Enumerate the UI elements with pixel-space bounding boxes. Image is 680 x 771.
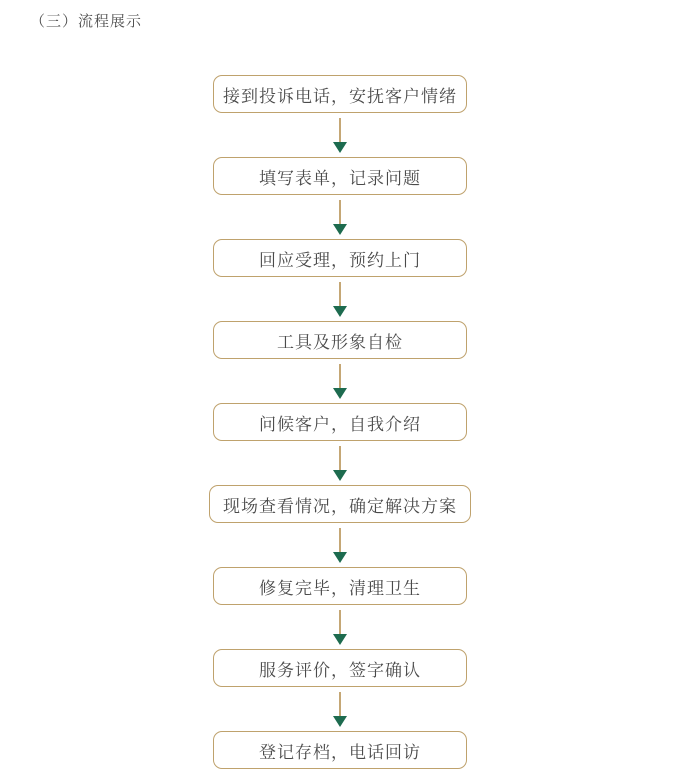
flow-step: 问候客户，自我介绍 [213, 403, 467, 441]
down-arrow [333, 523, 347, 567]
down-arrow [333, 195, 347, 239]
flow-step: 服务评价，签字确认 [213, 649, 467, 687]
arrow-down-icon [333, 470, 347, 481]
page-title: （三）流程展示 [30, 13, 143, 30]
flow-step: 现场查看情况，确定解决方案 [209, 485, 471, 523]
arrow-stem [339, 528, 341, 552]
arrow-down-icon [333, 634, 347, 645]
arrow-down-icon [333, 306, 347, 317]
arrow-down-icon [333, 224, 347, 235]
arrow-stem [339, 364, 341, 388]
arrow-stem [339, 692, 341, 716]
arrow-stem [339, 118, 341, 142]
arrow-down-icon [333, 552, 347, 563]
arrow-down-icon [333, 388, 347, 399]
down-arrow [333, 359, 347, 403]
arrow-down-icon [333, 716, 347, 727]
flow-step: 填写表单，记录问题 [213, 157, 467, 195]
flow-step: 回应受理，预约上门 [213, 239, 467, 277]
flow-step: 登记存档，电话回访 [213, 731, 467, 769]
arrow-stem [339, 610, 341, 634]
arrow-stem [339, 282, 341, 306]
arrow-down-icon [333, 142, 347, 153]
flow-step: 工具及形象自检 [213, 321, 467, 359]
down-arrow [333, 441, 347, 485]
down-arrow [333, 605, 347, 649]
arrow-stem [339, 200, 341, 224]
down-arrow [333, 687, 347, 731]
arrow-stem [339, 446, 341, 470]
process-flowchart [0, 75, 680, 769]
down-arrow [333, 277, 347, 321]
down-arrow [333, 113, 347, 157]
flow-step: 接到投诉电话，安抚客户情绪 [213, 75, 467, 113]
flow-step: 修复完毕，清理卫生 [213, 567, 467, 605]
